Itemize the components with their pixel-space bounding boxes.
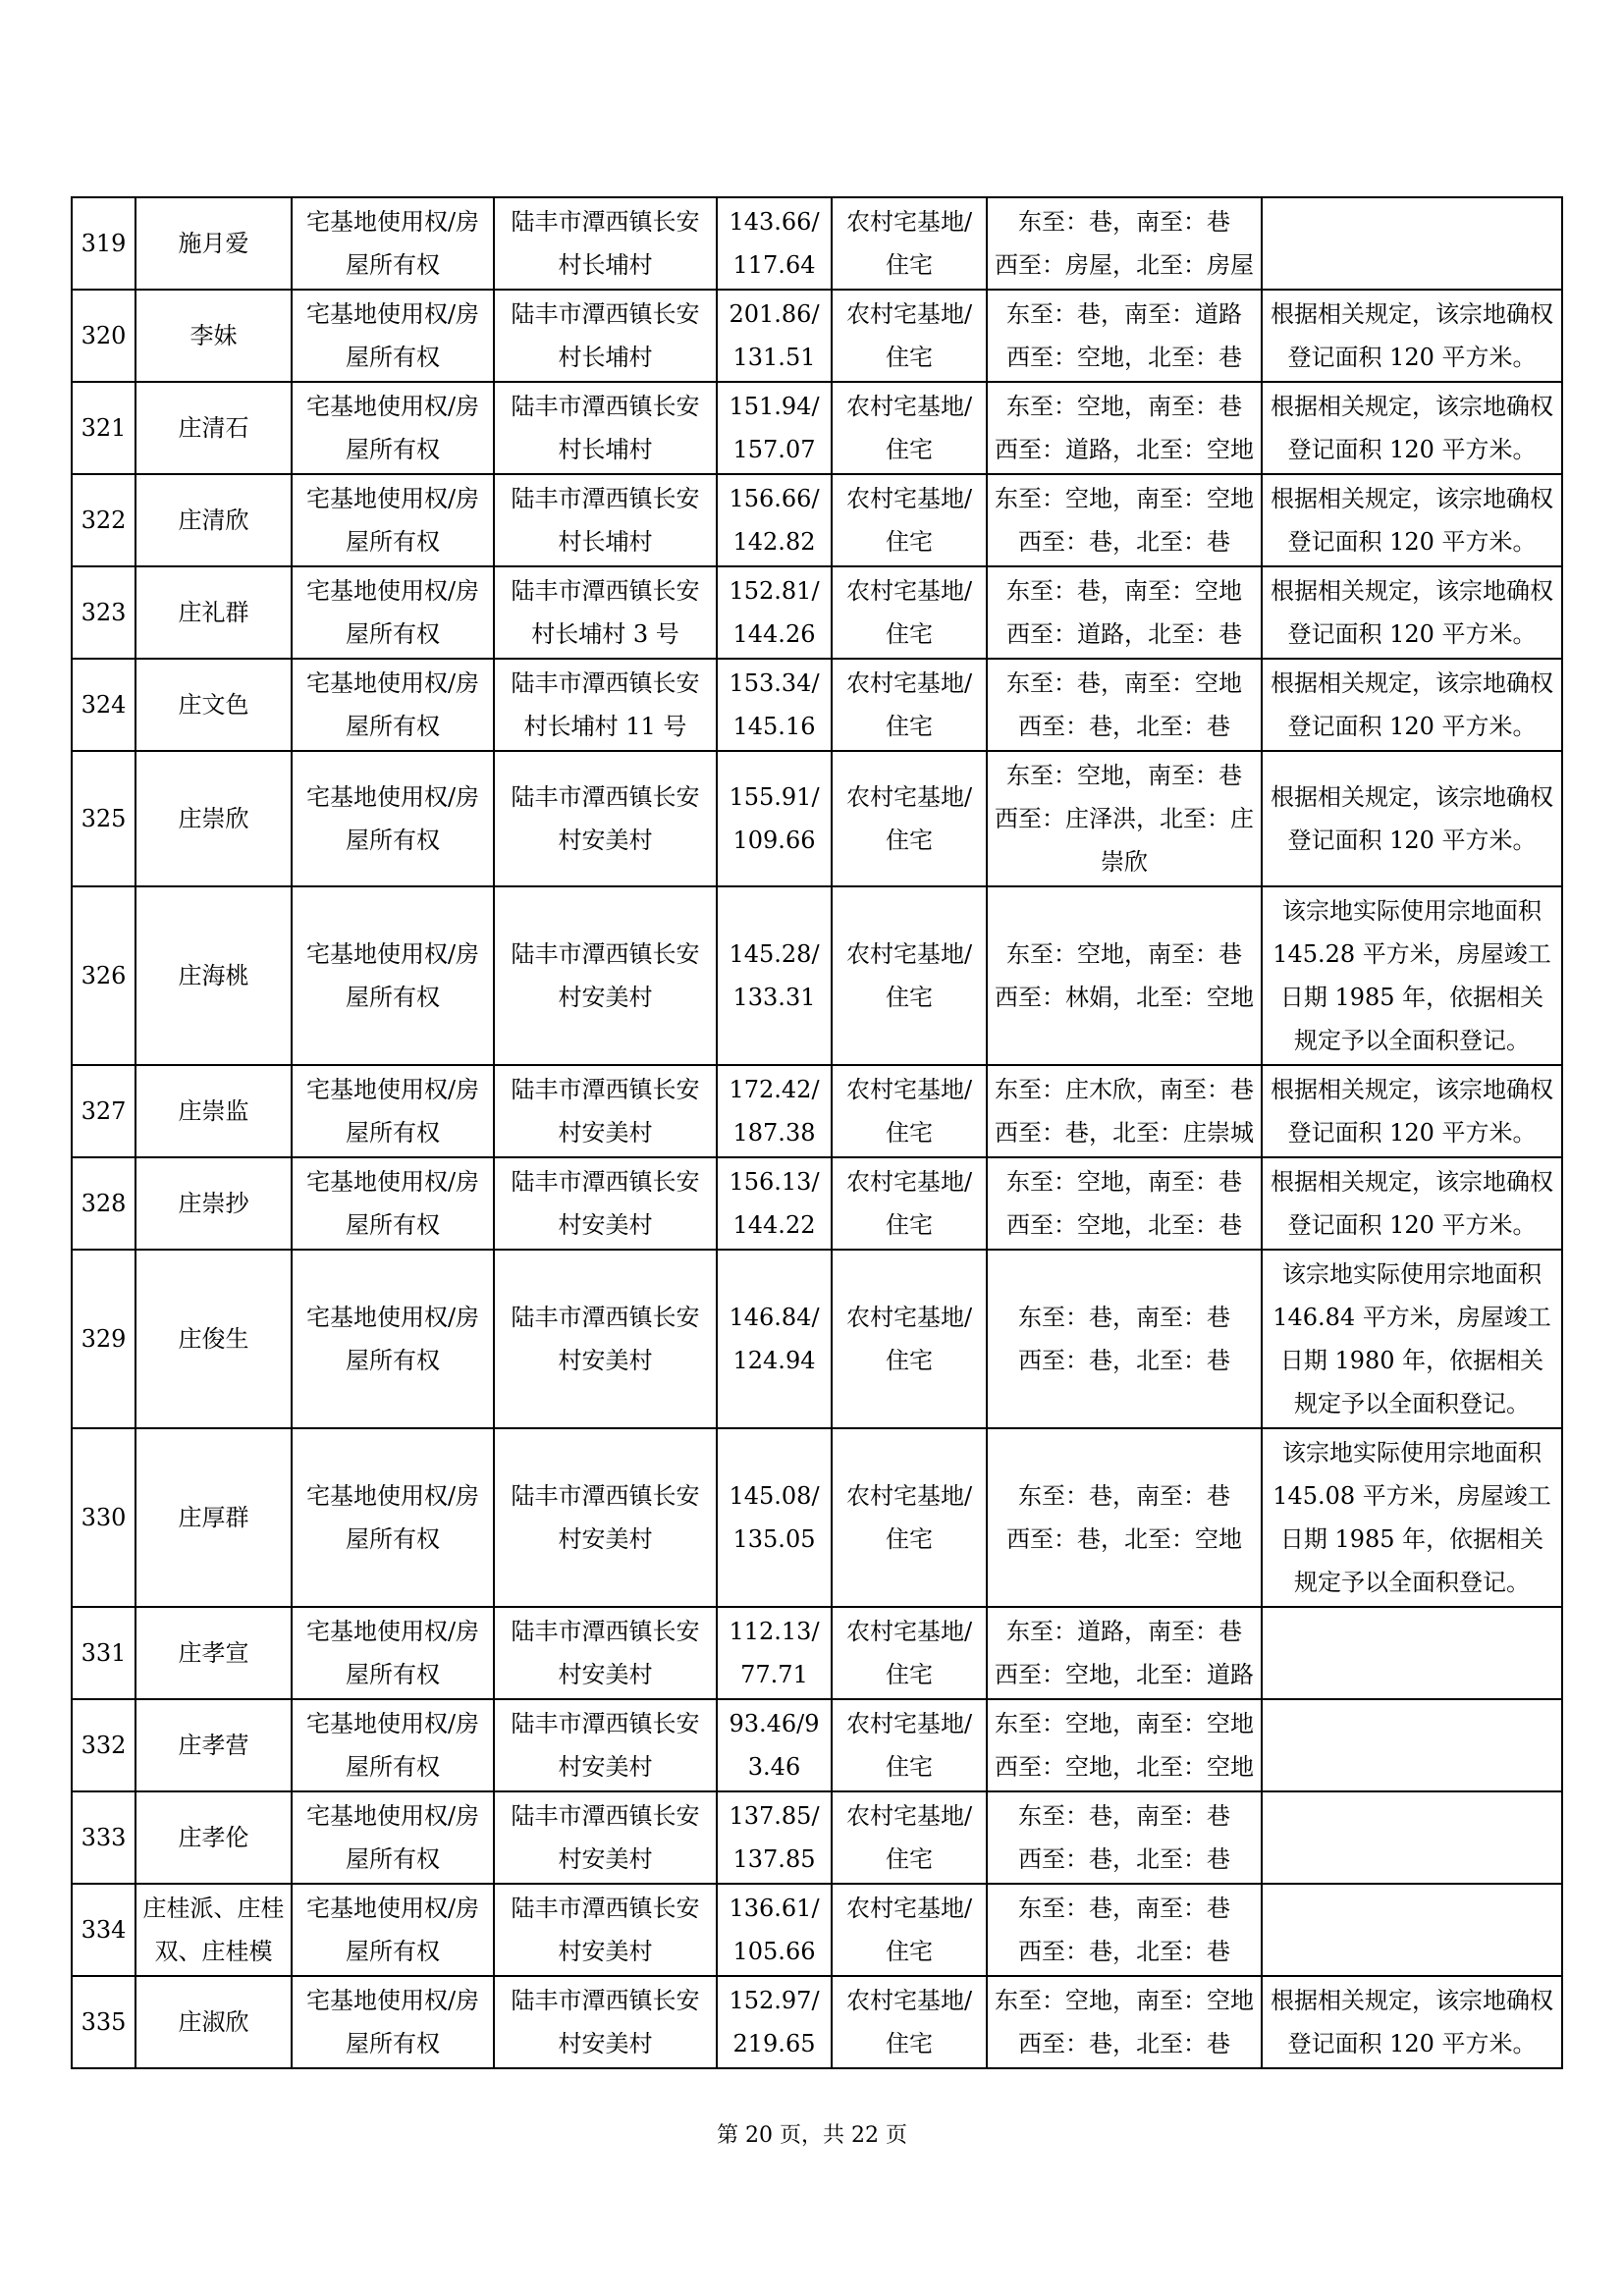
cell-usage: 农村宅基地/住宅 bbox=[832, 1157, 987, 1250]
cell-owner-name: 庄桂派、庄桂双、庄桂模 bbox=[135, 1884, 292, 1976]
cell-location: 陆丰市潭西镇长安村安美村 bbox=[494, 1607, 717, 1699]
cell-right-type: 宅基地使用权/房屋所有权 bbox=[292, 474, 494, 566]
boundary-line-west-north: 西至：道路，北至：巷 bbox=[1006, 620, 1242, 648]
cell-owner-name: 庄厚群 bbox=[135, 1428, 292, 1607]
table-row bbox=[72, 659, 1562, 751]
boundary-line-east-south: 东至：空地，南至：空地 bbox=[995, 1710, 1254, 1737]
boundary-line-east-south: 东至：巷，南至：道路 bbox=[1006, 300, 1242, 328]
cell-area: 172.42/187.38 bbox=[717, 1065, 832, 1157]
cell-usage: 农村宅基地/住宅 bbox=[832, 566, 987, 659]
cell-remark bbox=[1262, 1699, 1562, 1791]
boundary-line-west-north: 西至：林娟，北至：空地 bbox=[995, 984, 1254, 1011]
cell-location: 陆丰市潭西镇长安村安美村 bbox=[494, 1428, 717, 1607]
cell-right-type: 宅基地使用权/房屋所有权 bbox=[292, 197, 494, 290]
boundary-line-east-south: 东至：巷，南至：巷 bbox=[1018, 208, 1230, 236]
cell-owner-name: 庄崇欣 bbox=[135, 751, 292, 886]
table-row bbox=[72, 1607, 1562, 1699]
cell-area: 151.94/157.07 bbox=[717, 382, 832, 474]
cell-area: 136.61/105.66 bbox=[717, 1884, 832, 1976]
cell-right-type: 宅基地使用权/房屋所有权 bbox=[292, 1976, 494, 2068]
cell-area: 145.28/133.31 bbox=[717, 886, 832, 1065]
boundary-line-west-north: 西至：巷，北至：巷 bbox=[1018, 713, 1230, 740]
cell-usage: 农村宅基地/住宅 bbox=[832, 751, 987, 886]
cell-area: 152.97/219.65 bbox=[717, 1976, 832, 2068]
cell-area: 156.13/144.22 bbox=[717, 1157, 832, 1250]
cell-area: 112.13/77.71 bbox=[717, 1607, 832, 1699]
boundary-line-east-south: 东至：巷，南至：巷 bbox=[1018, 1304, 1230, 1331]
cell-remark: 根据相关规定，该宗地确权登记面积 120 平方米。 bbox=[1262, 566, 1562, 659]
cell-remark: 根据相关规定，该宗地确权登记面积 120 平方米。 bbox=[1262, 1065, 1562, 1157]
cell-serial-number: 326 bbox=[72, 886, 135, 1065]
table-body bbox=[72, 197, 1562, 2068]
cell-boundaries bbox=[987, 1884, 1262, 1976]
table-row bbox=[72, 474, 1562, 566]
cell-usage: 农村宅基地/住宅 bbox=[832, 1250, 987, 1428]
boundary-line-east-south: 东至：道路，南至：巷 bbox=[1006, 1618, 1242, 1645]
boundary-line-west-north: 西至：房屋，北至：房屋 bbox=[995, 251, 1254, 279]
cell-right-type: 宅基地使用权/房屋所有权 bbox=[292, 1607, 494, 1699]
cell-right-type: 宅基地使用权/房屋所有权 bbox=[292, 751, 494, 886]
boundary-line-west-north: 西至：空地，北至：巷 bbox=[1006, 1211, 1242, 1239]
cell-serial-number: 334 bbox=[72, 1884, 135, 1976]
cell-owner-name: 庄礼群 bbox=[135, 566, 292, 659]
cell-boundaries bbox=[987, 751, 1262, 886]
cell-remark: 根据相关规定，该宗地确权登记面积 120 平方米。 bbox=[1262, 1157, 1562, 1250]
cell-serial-number: 320 bbox=[72, 290, 135, 382]
table-row bbox=[72, 1428, 1562, 1607]
boundary-line-west-north: 西至：巷，北至：庄崇城 bbox=[995, 1119, 1254, 1147]
cell-area: 152.81/144.26 bbox=[717, 566, 832, 659]
land-registration-table bbox=[71, 196, 1563, 2069]
cell-remark: 根据相关规定，该宗地确权登记面积 120 平方米。 bbox=[1262, 382, 1562, 474]
boundary-line-east-south: 东至：巷，南至：空地 bbox=[1006, 669, 1242, 697]
cell-owner-name: 李妹 bbox=[135, 290, 292, 382]
boundary-line-west-north: 西至：巷，北至：巷 bbox=[1018, 2030, 1230, 2057]
table-row bbox=[72, 886, 1562, 1065]
cell-usage: 农村宅基地/住宅 bbox=[832, 1428, 987, 1607]
cell-remark: 该宗地实际使用宗地面积 145.28 平方米，房屋竣工日期 1985 年，依据相关规定予以全面积登记。 bbox=[1262, 886, 1562, 1065]
boundary-line-east-south: 东至：空地，南至：巷 bbox=[1006, 393, 1242, 420]
cell-boundaries bbox=[987, 1699, 1262, 1791]
cell-serial-number: 335 bbox=[72, 1976, 135, 2068]
cell-serial-number: 332 bbox=[72, 1699, 135, 1791]
cell-location: 陆丰市潭西镇长安村长埔村 bbox=[494, 197, 717, 290]
cell-right-type: 宅基地使用权/房屋所有权 bbox=[292, 290, 494, 382]
cell-location: 陆丰市潭西镇长安村安美村 bbox=[494, 1699, 717, 1791]
cell-owner-name: 施月爱 bbox=[135, 197, 292, 290]
cell-right-type: 宅基地使用权/房屋所有权 bbox=[292, 659, 494, 751]
cell-owner-name: 庄崇监 bbox=[135, 1065, 292, 1157]
cell-serial-number: 333 bbox=[72, 1791, 135, 1884]
cell-right-type: 宅基地使用权/房屋所有权 bbox=[292, 1791, 494, 1884]
cell-usage: 农村宅基地/住宅 bbox=[832, 659, 987, 751]
cell-usage: 农村宅基地/住宅 bbox=[832, 474, 987, 566]
cell-owner-name: 庄俊生 bbox=[135, 1250, 292, 1428]
cell-owner-name: 庄文色 bbox=[135, 659, 292, 751]
boundary-line-west-north: 西至：空地，北至：道路 bbox=[995, 1661, 1254, 1688]
cell-remark: 根据相关规定，该宗地确权登记面积 120 平方米。 bbox=[1262, 474, 1562, 566]
cell-location: 陆丰市潭西镇长安村安美村 bbox=[494, 751, 717, 886]
table-row bbox=[72, 1976, 1562, 2068]
cell-location: 陆丰市潭西镇长安村安美村 bbox=[494, 1250, 717, 1428]
cell-remark bbox=[1262, 1884, 1562, 1976]
cell-boundaries bbox=[987, 1428, 1262, 1607]
table-row bbox=[72, 1250, 1562, 1428]
cell-serial-number: 324 bbox=[72, 659, 135, 751]
cell-right-type: 宅基地使用权/房屋所有权 bbox=[292, 1065, 494, 1157]
boundary-line-east-south: 东至：巷，南至：巷 bbox=[1018, 1802, 1230, 1830]
cell-area: 155.91/109.66 bbox=[717, 751, 832, 886]
boundary-line-west-north: 西至：庄泽洪，北至：庄崇欣 bbox=[995, 805, 1254, 876]
boundary-line-west-north: 西至：巷，北至：空地 bbox=[1006, 1525, 1242, 1553]
cell-location: 陆丰市潭西镇长安村安美村 bbox=[494, 1065, 717, 1157]
cell-owner-name: 庄孝宣 bbox=[135, 1607, 292, 1699]
cell-area: 143.66/117.64 bbox=[717, 197, 832, 290]
cell-boundaries bbox=[987, 566, 1262, 659]
cell-serial-number: 331 bbox=[72, 1607, 135, 1699]
cell-location: 陆丰市潭西镇长安村长埔村 11 号 bbox=[494, 659, 717, 751]
cell-remark: 根据相关规定，该宗地确权登记面积 120 平方米。 bbox=[1262, 1976, 1562, 2068]
cell-serial-number: 325 bbox=[72, 751, 135, 886]
cell-area: 137.85/137.85 bbox=[717, 1791, 832, 1884]
cell-right-type: 宅基地使用权/房屋所有权 bbox=[292, 1157, 494, 1250]
cell-location: 陆丰市潭西镇长安村长埔村 bbox=[494, 382, 717, 474]
cell-boundaries bbox=[987, 1250, 1262, 1428]
boundary-line-east-south: 东至：巷，南至：巷 bbox=[1018, 1482, 1230, 1510]
cell-boundaries bbox=[987, 659, 1262, 751]
cell-location: 陆丰市潭西镇长安村安美村 bbox=[494, 1976, 717, 2068]
cell-right-type: 宅基地使用权/房屋所有权 bbox=[292, 566, 494, 659]
table-row bbox=[72, 1884, 1562, 1976]
boundary-line-west-north: 西至：巷，北至：巷 bbox=[1018, 1845, 1230, 1873]
cell-location: 陆丰市潭西镇长安村安美村 bbox=[494, 1884, 717, 1976]
cell-usage: 农村宅基地/住宅 bbox=[832, 886, 987, 1065]
cell-boundaries bbox=[987, 474, 1262, 566]
cell-boundaries bbox=[987, 1976, 1262, 2068]
table-row bbox=[72, 1065, 1562, 1157]
cell-location: 陆丰市潭西镇长安村长埔村 bbox=[494, 290, 717, 382]
boundary-line-west-north: 西至：巷，北至：巷 bbox=[1018, 528, 1230, 556]
cell-boundaries bbox=[987, 1065, 1262, 1157]
cell-area: 156.66/142.82 bbox=[717, 474, 832, 566]
cell-owner-name: 庄淑欣 bbox=[135, 1976, 292, 2068]
boundary-line-west-north: 西至：巷，北至：巷 bbox=[1018, 1938, 1230, 1965]
table-row bbox=[72, 290, 1562, 382]
cell-remark: 该宗地实际使用宗地面积 145.08 平方米，房屋竣工日期 1985 年，依据相关规定予以全面积登记。 bbox=[1262, 1428, 1562, 1607]
cell-serial-number: 327 bbox=[72, 1065, 135, 1157]
cell-right-type: 宅基地使用权/房屋所有权 bbox=[292, 382, 494, 474]
cell-right-type: 宅基地使用权/房屋所有权 bbox=[292, 886, 494, 1065]
cell-remark: 根据相关规定，该宗地确权登记面积 120 平方米。 bbox=[1262, 290, 1562, 382]
cell-area: 93.46/93.46 bbox=[717, 1699, 832, 1791]
cell-remark bbox=[1262, 1607, 1562, 1699]
boundary-line-west-north: 西至：空地，北至：巷 bbox=[1006, 344, 1242, 371]
cell-usage: 农村宅基地/住宅 bbox=[832, 382, 987, 474]
page-number-indicator: 第 20 页，共 22 页 bbox=[717, 2123, 907, 2148]
boundary-line-east-south: 东至：庄木欣，南至：巷 bbox=[995, 1076, 1254, 1103]
cell-remark bbox=[1262, 197, 1562, 290]
cell-right-type: 宅基地使用权/房屋所有权 bbox=[292, 1250, 494, 1428]
cell-location: 陆丰市潭西镇长安村安美村 bbox=[494, 1791, 717, 1884]
cell-boundaries bbox=[987, 1607, 1262, 1699]
cell-serial-number: 330 bbox=[72, 1428, 135, 1607]
boundary-line-west-north: 西至：巷，北至：巷 bbox=[1018, 1347, 1230, 1374]
boundary-line-east-south: 东至：空地，南至：巷 bbox=[1006, 940, 1242, 968]
cell-remark bbox=[1262, 1791, 1562, 1884]
cell-area: 153.34/145.16 bbox=[717, 659, 832, 751]
cell-location: 陆丰市潭西镇长安村安美村 bbox=[494, 1157, 717, 1250]
cell-usage: 农村宅基地/住宅 bbox=[832, 290, 987, 382]
table-row bbox=[72, 751, 1562, 886]
boundary-line-east-south: 东至：空地，南至：巷 bbox=[1006, 762, 1242, 789]
cell-boundaries bbox=[987, 1157, 1262, 1250]
cell-serial-number: 329 bbox=[72, 1250, 135, 1428]
cell-usage: 农村宅基地/住宅 bbox=[832, 1884, 987, 1976]
table-row bbox=[72, 382, 1562, 474]
table-row bbox=[72, 1791, 1562, 1884]
cell-owner-name: 庄清石 bbox=[135, 382, 292, 474]
cell-boundaries bbox=[987, 886, 1262, 1065]
cell-usage: 农村宅基地/住宅 bbox=[832, 1607, 987, 1699]
cell-owner-name: 庄崇抄 bbox=[135, 1157, 292, 1250]
cell-boundaries bbox=[987, 382, 1262, 474]
cell-owner-name: 庄海桃 bbox=[135, 886, 292, 1065]
cell-area: 145.08/135.05 bbox=[717, 1428, 832, 1607]
table-row bbox=[72, 566, 1562, 659]
cell-location: 陆丰市潭西镇长安村安美村 bbox=[494, 886, 717, 1065]
cell-usage: 农村宅基地/住宅 bbox=[832, 1976, 987, 2068]
cell-serial-number: 328 bbox=[72, 1157, 135, 1250]
cell-boundaries bbox=[987, 197, 1262, 290]
cell-boundaries bbox=[987, 1791, 1262, 1884]
cell-serial-number: 319 bbox=[72, 197, 135, 290]
cell-usage: 农村宅基地/住宅 bbox=[832, 1065, 987, 1157]
boundary-line-east-south: 东至：空地，南至：巷 bbox=[1006, 1168, 1242, 1196]
cell-area: 201.86/131.51 bbox=[717, 290, 832, 382]
boundary-line-east-south: 东至：空地，南至：空地 bbox=[995, 485, 1254, 512]
cell-location: 陆丰市潭西镇长安村长埔村 bbox=[494, 474, 717, 566]
page-footer bbox=[0, 2122, 1624, 2150]
cell-owner-name: 庄孝伦 bbox=[135, 1791, 292, 1884]
cell-owner-name: 庄清欣 bbox=[135, 474, 292, 566]
cell-remark: 该宗地实际使用宗地面积 146.84 平方米，房屋竣工日期 1980 年，依据相关规定予以全面积登记。 bbox=[1262, 1250, 1562, 1428]
cell-usage: 农村宅基地/住宅 bbox=[832, 1699, 987, 1791]
cell-serial-number: 323 bbox=[72, 566, 135, 659]
boundary-line-east-south: 东至：巷，南至：巷 bbox=[1018, 1895, 1230, 1922]
cell-boundaries bbox=[987, 290, 1262, 382]
boundary-line-east-south: 东至：巷，南至：空地 bbox=[1006, 577, 1242, 605]
cell-remark: 根据相关规定，该宗地确权登记面积 120 平方米。 bbox=[1262, 751, 1562, 886]
boundary-line-east-south: 东至：空地，南至：空地 bbox=[995, 1987, 1254, 2014]
cell-remark: 根据相关规定，该宗地确权登记面积 120 平方米。 bbox=[1262, 659, 1562, 751]
cell-owner-name: 庄孝营 bbox=[135, 1699, 292, 1791]
cell-serial-number: 321 bbox=[72, 382, 135, 474]
cell-serial-number: 322 bbox=[72, 474, 135, 566]
cell-right-type: 宅基地使用权/房屋所有权 bbox=[292, 1699, 494, 1791]
boundary-line-west-north: 西至：空地，北至：空地 bbox=[995, 1753, 1254, 1781]
cell-right-type: 宅基地使用权/房屋所有权 bbox=[292, 1428, 494, 1607]
cell-right-type: 宅基地使用权/房屋所有权 bbox=[292, 1884, 494, 1976]
table-row bbox=[72, 1699, 1562, 1791]
cell-location: 陆丰市潭西镇长安村长埔村 3 号 bbox=[494, 566, 717, 659]
table-row bbox=[72, 1157, 1562, 1250]
boundary-line-west-north: 西至：道路，北至：空地 bbox=[995, 436, 1254, 463]
cell-usage: 农村宅基地/住宅 bbox=[832, 197, 987, 290]
cell-area: 146.84/124.94 bbox=[717, 1250, 832, 1428]
cell-usage: 农村宅基地/住宅 bbox=[832, 1791, 987, 1884]
table-row bbox=[72, 197, 1562, 290]
